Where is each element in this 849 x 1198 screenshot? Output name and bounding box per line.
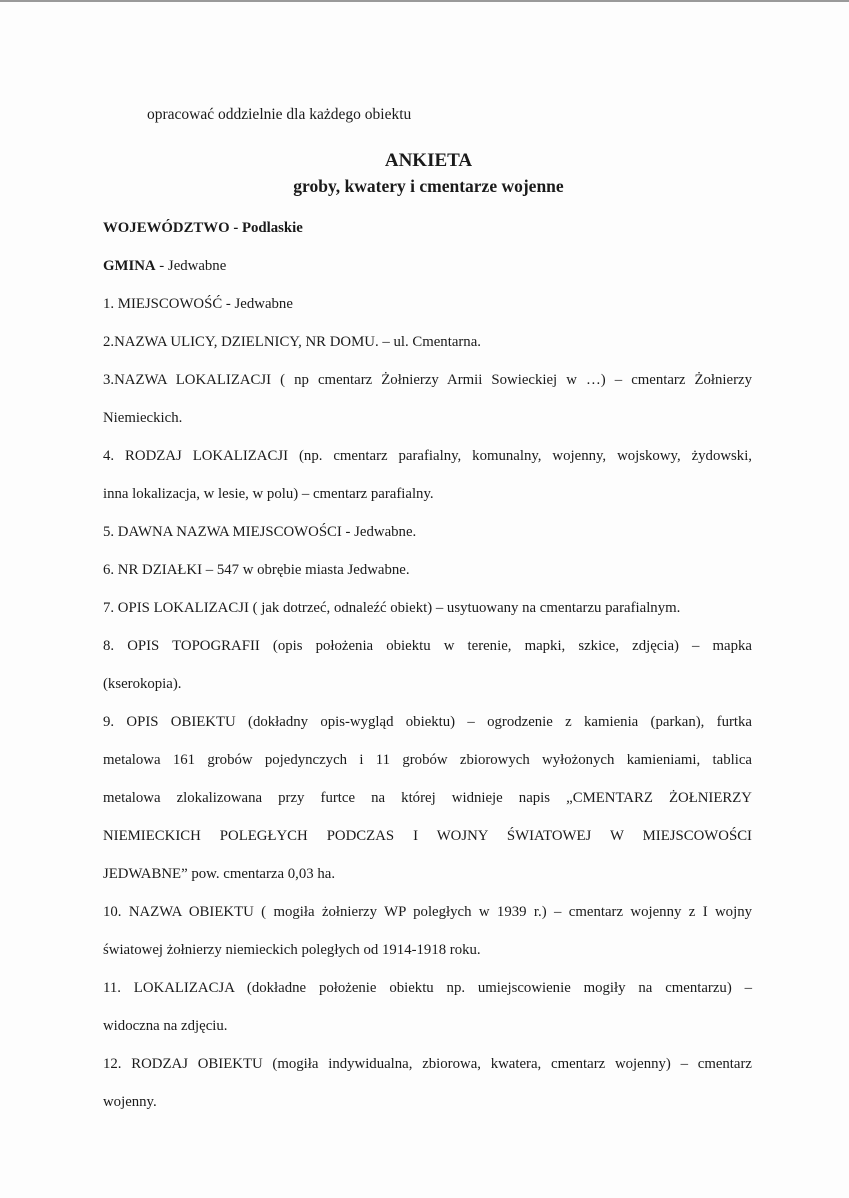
item-9-line-3: metalowa zlokalizowana przy furtce na której widnieje napis „CMENTARZ ŻOŁNIERZY (103, 790, 752, 806)
document-subtitle: groby, kwatery i cmentarze wojenne (293, 176, 564, 196)
item-5: 5. DAWNA NAZWA MIEJSCOWOŚCI - Jedwabne. (103, 524, 417, 540)
item-3-line-1: 3.NAZWA LOKALIZACJI ( np cmentarz Żołnierzy Armii Sowieckiej w …) – cmentarz Żołnierzy (103, 372, 752, 388)
field-label: WOJEWÓDZTWO (103, 220, 230, 236)
item-9-line-4: NIEMIECKICH POLEGŁYCH PODCZAS I WOJNY ŚWIATOWEJ W MIEJSCOWOŚCI (103, 828, 752, 844)
item-1: 1. MIEJSCOWOŚĆ - Jedwabne (103, 296, 293, 312)
form-body (103, 220, 752, 1132)
item-12-line-2: wojenny. (103, 1094, 157, 1110)
item-4-line-2: inna lokalizacja, w lesie, w polu) – cmentarz parafialny. (103, 486, 434, 502)
item-11-line-1: 11. LOKALIZACJA (dokładne położenie obiektu np. umiejscowienie mogiły na cmentarzu) – (103, 980, 752, 996)
item-8-line-2: (kserokopia). (103, 676, 182, 692)
item-12-line-1: 12. RODZAJ OBIEKTU (mogiła indywidualna, zbiorowa, kwatera, cmentarz wojenny) – cmentarz (103, 1056, 752, 1072)
field-gmina (103, 258, 752, 296)
field-value: - Jedwabne (155, 258, 227, 274)
scan-top-edge (0, 0, 849, 2)
item-4-line-1: 4. RODZAJ LOKALIZACJI (np. cmentarz parafialny, komunalny, wojenny, wojskowy, żydowski, (103, 448, 752, 464)
item-8-line-1: 8. OPIS TOPOGRAFII (opis położenia obiektu w terenie, mapki, szkice, zdjęcia) – mapka (103, 638, 752, 654)
item-2: 2.NAZWA ULICY, DZIELNICY, NR DOMU. – ul. Cmentarna. (103, 334, 481, 350)
item-6: 6. NR DZIAŁKI – 547 w obrębie miasta Jedwabne. (103, 562, 410, 578)
document-title: ANKIETA (384, 150, 473, 171)
header-note: opracować oddzielnie dla każdego obiektu (147, 106, 412, 123)
item-3-line-2: Niemieckich. (103, 410, 183, 426)
item-11-line-2: widoczna na zdjęciu. (103, 1018, 228, 1034)
item-9-line-5: JEDWABNE” pow. cmentarza 0,03 ha. (103, 866, 336, 882)
item-9-line-2: metalowa 161 grobów pojedynczych i 11 grobów zbiorowych wyłożonych kamieniami, tablica (103, 752, 752, 768)
field-wojewodztwo (103, 220, 752, 258)
field-label: GMINA (103, 258, 156, 274)
field-value: - Podlaskie (229, 220, 303, 236)
item-10-line-2: światowej żołnierzy niemieckich poległych od 1914-1918 roku. (103, 942, 481, 958)
item-10-line-1: 10. NAZWA OBIEKTU ( mogiła żołnierzy WP poległych w 1939 r.) – cmentarz wojenny z I wojny (103, 904, 752, 920)
item-7: 7. OPIS LOKALIZACJI ( jak dotrzeć, odnaleźć obiekt) – usytuowany na cmentarzu parafialnym. (103, 600, 681, 616)
item-9-line-1: 9. OPIS OBIEKTU (dokładny opis-wygląd obiektu) – ogrodzenie z kamienia (parkan), furtka (103, 714, 752, 730)
